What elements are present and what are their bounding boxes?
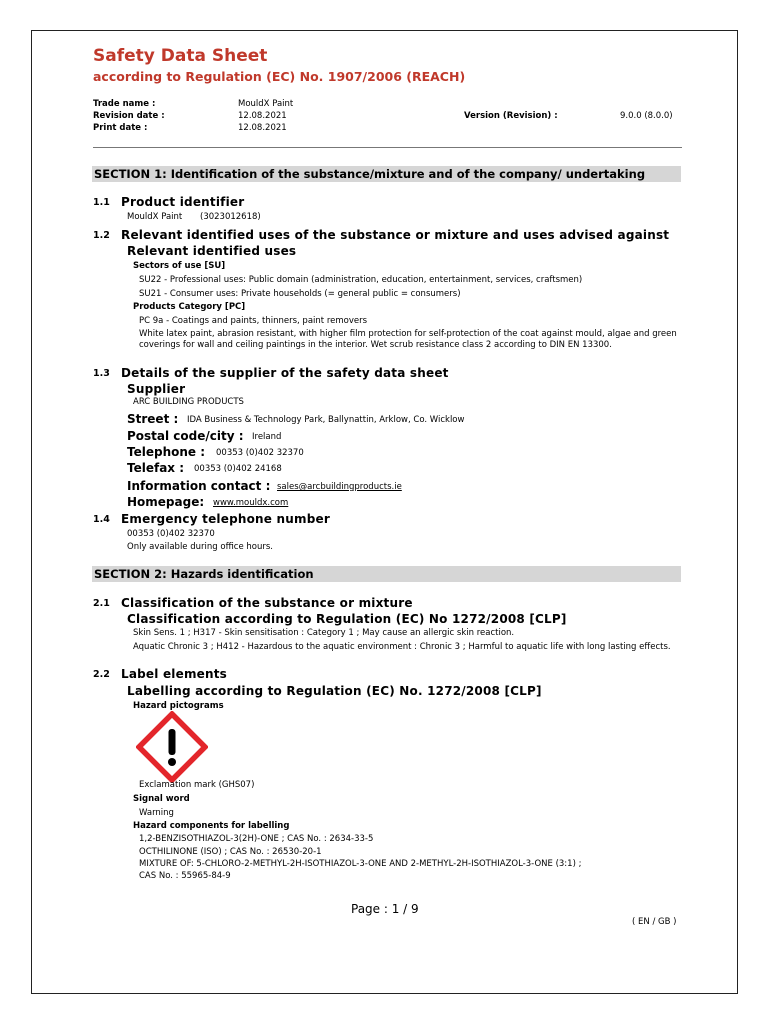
subsection-title: Label elements <box>121 667 228 681</box>
postal-label: Postal code/city : <box>127 429 244 443</box>
subsection-title: Classification of the substance or mixture <box>121 596 413 610</box>
document-page <box>31 30 738 994</box>
relevant-uses-heading: Relevant identified uses <box>127 244 297 258</box>
revision-date-label: Revision date : <box>93 111 165 121</box>
subsection-number: 1.1 <box>93 197 110 208</box>
subsection-title: Emergency telephone number <box>121 512 330 526</box>
page-number: Page : 1 / 9 <box>351 902 419 916</box>
version-value: 9.0.0 (8.0.0) <box>620 111 673 121</box>
pictogram-caption: Exclamation mark (GHS07) <box>139 780 255 790</box>
emergency-note: Only available during office hours. <box>127 542 273 552</box>
telephone-label: Telephone : <box>127 445 206 459</box>
exclamation-mark-icon <box>136 711 208 783</box>
products-category-heading: Products Category [PC] <box>133 302 246 312</box>
sectors-heading: Sectors of use [SU] <box>133 261 226 271</box>
street-label: Street : <box>127 412 179 426</box>
supplier-heading: Supplier <box>127 382 186 396</box>
hazard-component: MIXTURE OF: 5-CHLORO-2-METHYL-2H-ISOTHIAZOL-3-ONE AND 2-METHYL-2H-ISOTHIAZOL-3-ONE (3:1) ; <box>139 859 582 869</box>
clp-classification-heading: Classification according to Regulation (EC) No 1272/2008 [CLP] <box>127 612 567 626</box>
product-code: (3023012618) <box>200 212 261 222</box>
sector-su21: SU21 - Consumer uses: Private households (= general public = consumers) <box>139 289 461 299</box>
pictograms-heading: Hazard pictograms <box>133 701 224 711</box>
print-date-value: 12.08.2021 <box>238 123 287 133</box>
section-2-header: SECTION 2: Hazards identification <box>92 566 681 582</box>
telefax-label: Telefax : <box>127 461 185 475</box>
document-subtitle: according to Regulation (EC) No. 1907/2006 (REACH) <box>93 69 466 84</box>
street-value: IDA Business & Technology Park, Ballynattin, Arklow, Co. Wicklow <box>187 415 465 425</box>
postal-value: Ireland <box>252 432 282 442</box>
hazard-aquatic: Aquatic Chronic 3 ; H412 - Hazardous to the aquatic environment : Chronic 3 ; Harmful to aquatic life with long lasting effects. <box>133 642 671 652</box>
hazard-component: OCTHILINONE (ISO) ; CAS No. : 26530-20-1 <box>139 847 322 857</box>
homepage-label: Homepage: <box>127 495 205 509</box>
information-contact-label: Information contact : <box>127 479 271 493</box>
subsection-title: Product identifier <box>121 195 245 209</box>
subsection-number: 2.2 <box>93 669 110 680</box>
document-title: Safety Data Sheet <box>93 46 268 66</box>
trade-name-label: Trade name : <box>93 99 156 109</box>
subsection-number: 2.1 <box>93 598 110 609</box>
products-category-pc9a: PC 9a - Coatings and paints, thinners, paint removers <box>139 316 368 326</box>
labelling-heading: Labelling according to Regulation (EC) No. 1272/2008 [CLP] <box>127 684 542 698</box>
language-code: ( EN / GB ) <box>632 917 677 927</box>
subsection-number: 1.2 <box>93 230 110 241</box>
signal-word-value: Warning <box>139 808 174 818</box>
revision-date-value: 12.08.2021 <box>238 111 287 121</box>
subsection-title: Relevant identified uses of the substance or mixture and uses advised against <box>121 228 670 242</box>
header-divider <box>93 147 682 148</box>
subsection-number: 1.4 <box>93 514 110 525</box>
supplier-name: ARC BUILDING PRODUCTS <box>133 397 244 407</box>
subsection-number: 1.3 <box>93 368 110 379</box>
sector-su22: SU22 - Professional uses: Public domain (administration, education, entertainment, services, craftsmen) <box>139 275 583 285</box>
section-1-header: SECTION 1: Identification of the substance/mixture and of the company/ undertaking <box>92 166 681 182</box>
email-link[interactable]: sales@arcbuildingproducts.ie <box>277 482 402 492</box>
hazard-component: CAS No. : 55965-84-9 <box>139 871 231 881</box>
product-description: White latex paint, abrasion resistant, with higher film protection for self-protection of the coat against mould, algae and green coverings for wall and ceiling paintings in the interior. Wet scrub resistance class 2 according to DIN EN 13300. <box>139 329 677 350</box>
product-name: MouldX Paint <box>127 212 183 222</box>
telephone-value: 00353 (0)402 32370 <box>216 448 304 458</box>
homepage-link[interactable]: www.mouldx.com <box>213 498 289 508</box>
print-date-label: Print date : <box>93 123 148 133</box>
emergency-phone: 00353 (0)402 32370 <box>127 529 215 539</box>
signal-word-heading: Signal word <box>133 794 190 804</box>
hazard-skin-sens: Skin Sens. 1 ; H317 - Skin sensitisation : Category 1 ; May cause an allergic skin reaction. <box>133 628 515 638</box>
hazard-components-heading: Hazard components for labelling <box>133 821 290 831</box>
subsection-title: Details of the supplier of the safety data sheet <box>121 366 449 380</box>
telefax-value: 00353 (0)402 24168 <box>194 464 282 474</box>
version-label: Version (Revision) : <box>464 111 558 121</box>
hazard-component: 1,2-BENZISOTHIAZOL-3(2H)-ONE ; CAS No. : 2634-33-5 <box>139 834 374 844</box>
trade-name-value: MouldX Paint <box>238 99 294 109</box>
